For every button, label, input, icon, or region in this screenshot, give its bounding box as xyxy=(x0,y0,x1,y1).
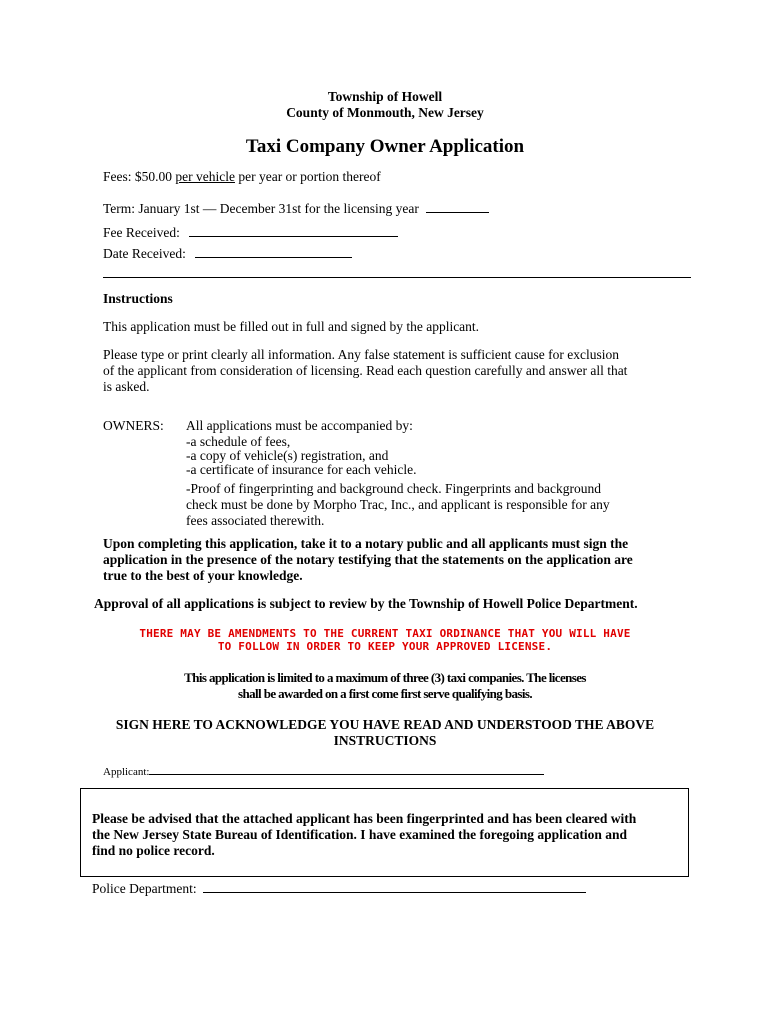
owners-item: -a certificate of insurance for each vehicle. xyxy=(186,462,417,477)
acknowledge-line-2: INSTRUCTIONS xyxy=(333,733,437,748)
police-department-row xyxy=(92,880,586,897)
owners-intro: All applications must be accompanied by: xyxy=(186,418,413,433)
licensing-year-field[interactable] xyxy=(426,200,489,213)
date-received-field[interactable] xyxy=(195,245,352,258)
approval-notice: Approval of all applications is subject to review by the Township of Howell Police Department. xyxy=(94,596,638,611)
applicant-row xyxy=(103,764,544,778)
fee-received-field[interactable] xyxy=(189,224,398,237)
divider xyxy=(103,277,691,278)
fees-prefix: Fees: $50.00 xyxy=(103,169,176,184)
applicant-signature-field[interactable] xyxy=(149,764,544,775)
police-department-field[interactable] xyxy=(203,880,586,893)
owners-label: OWNERS: xyxy=(103,418,164,433)
limit-line-2: shall be awarded on a first come first serve qualifying basis. xyxy=(238,686,532,701)
township-name: Township of Howell xyxy=(327,89,443,104)
date-received-row xyxy=(103,245,352,262)
fees-line xyxy=(103,169,381,185)
term-label: Term: January 1st — December 31st for the licensing year xyxy=(103,201,419,216)
police-box-line-3: find no police record. xyxy=(92,843,215,858)
police-box-line-2: the New Jersey State Bureau of Identification. I have examined the foregoing application and xyxy=(92,827,627,842)
instructions-paragraph-2-line-2: of the applicant from consideration of licensing. Read each question carefully and answer all that xyxy=(103,363,628,378)
instructions-paragraph-1: This application must be filled out in full and signed by the applicant. xyxy=(103,319,480,334)
fee-received-label: Fee Received: xyxy=(103,225,180,240)
county-name: County of Monmouth, New Jersey xyxy=(286,105,484,120)
owners-item: -a copy of vehicle(s) registration, and xyxy=(186,448,389,463)
police-box-line-1: Please be advised that the attached applicant has been fingerprinted and has been cleared with xyxy=(92,811,637,826)
notary-line-2: application in the presence of the notary testifying that the statements on the application are xyxy=(103,552,633,567)
instructions-paragraph-2-line-1: Please type or print clearly all information. Any false statement is sufficient cause for exclusion xyxy=(103,347,619,362)
fees-per-vehicle: per vehicle xyxy=(175,169,235,184)
page-title: Taxi Company Owner Application xyxy=(245,136,525,157)
owners-proof-line-2: check must be done by Morpho Trac, Inc., and applicant is responsible for any xyxy=(186,497,610,512)
instructions-heading: Instructions xyxy=(103,291,173,306)
notary-line-3: true to the best of your knowledge. xyxy=(103,568,303,583)
amendments-line-1: THERE MAY BE AMENDMENTS TO THE CURRENT TAXI ORDINANCE THAT YOU WILL HAVE xyxy=(139,627,631,640)
date-received-label: Date Received: xyxy=(103,246,186,261)
owners-proof-line-1: -Proof of fingerprinting and background check. Fingerprints and background xyxy=(186,481,602,496)
acknowledge-line-1: SIGN HERE TO ACKNOWLEDGE YOU HAVE READ AND UNDERSTOOD THE ABOVE xyxy=(115,717,655,732)
applicant-label: Applicant: xyxy=(103,766,150,778)
police-clearance-box xyxy=(80,788,689,877)
fee-received-row xyxy=(103,224,398,241)
amendments-line-2: TO FOLLOW IN ORDER TO KEEP YOUR APPROVED LICENSE. xyxy=(217,640,553,653)
instructions-paragraph-2-line-3: is asked. xyxy=(103,379,150,394)
limit-line-1: This application is limited to a maximum of three (3) taxi companies. The licenses xyxy=(184,670,586,685)
police-department-label: Police Department: xyxy=(92,881,197,896)
notary-line-1: Upon completing this application, take it to a notary public and all applicants must sign the xyxy=(103,536,629,551)
owners-item: -a schedule of fees, xyxy=(186,434,291,449)
owners-proof-line-3: fees associated therewith. xyxy=(186,513,325,528)
term-line xyxy=(103,200,489,217)
fees-suffix: per year or portion thereof xyxy=(234,169,381,184)
